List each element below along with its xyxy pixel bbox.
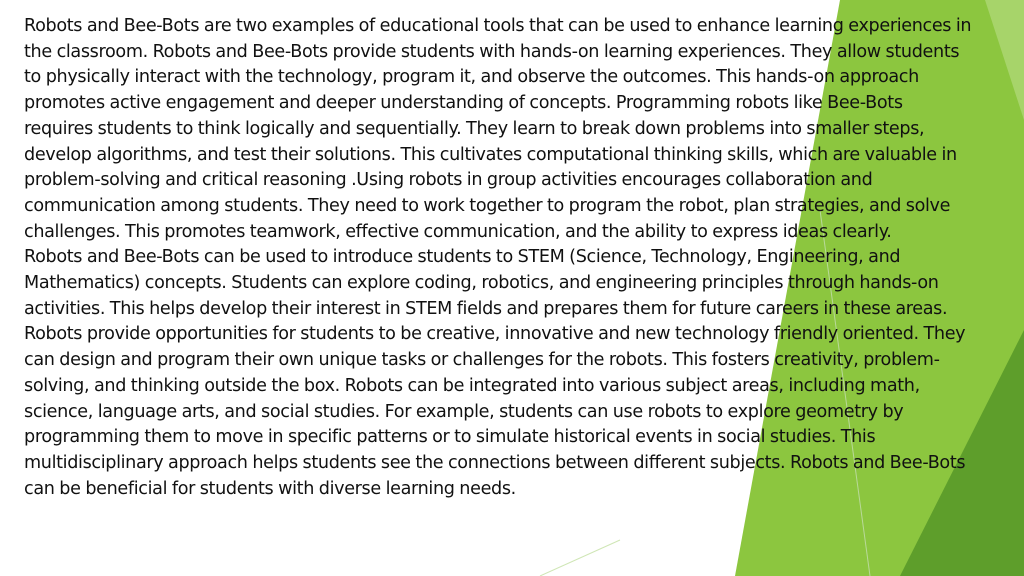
paragraph-1: Robots and Bee-Bots are two examples of educational tools that can be used to enhance learning experiences in the classroom. Robots and Bee-Bots provide students with hands-on learning experiences. They allow students to physically interact with the technology, program it, and observe the outcomes. This hands-on approach promotes active engagement and deeper understanding of concepts. Programming robots like Bee-Bots requires students to think logically and sequentially. They learn to break down problems into smaller steps, develop algorithms, and test their solutions. This cultivates computational thinking skills, which are valuable in problem-solving and critical reasoning .Using robots in group activities encourages collaboration and communication among students. They need to work together to program the robot, plan strategies, and solve challenges. This promotes teamwork, effective communication, and the ability to express ideas clearly. <box>24 16 972 242</box>
body-text <box>24 14 974 502</box>
paragraph-2: Robots and Bee-Bots can be used to introduce students to STEM (Science, Technology, Engineering, and Mathematics) concepts. Students can explore coding, robotics, and engineering principles through hands-on activities. This helps develop their interest in STEM fields and prepares them for future careers in these areas. Robots provide opportunities for students to be creative, innovative and new technology friendly oriented. They can design and program their own unique tasks or challenges for the robots. This fosters creativity, problem-solving, and thinking outside the box. Robots can be integrated into various subject areas, including math, science, language arts, and social studies. For example, students can use robots to explore geometry by programming them to move in specific patterns or to simulate historical events in social studies. This multidisciplinary approach helps students see the connections between different subjects. Robots and Bee-Bots can be beneficial for students with diverse learning needs. <box>24 247 966 499</box>
accent-line-diagonal-2 <box>540 540 620 576</box>
